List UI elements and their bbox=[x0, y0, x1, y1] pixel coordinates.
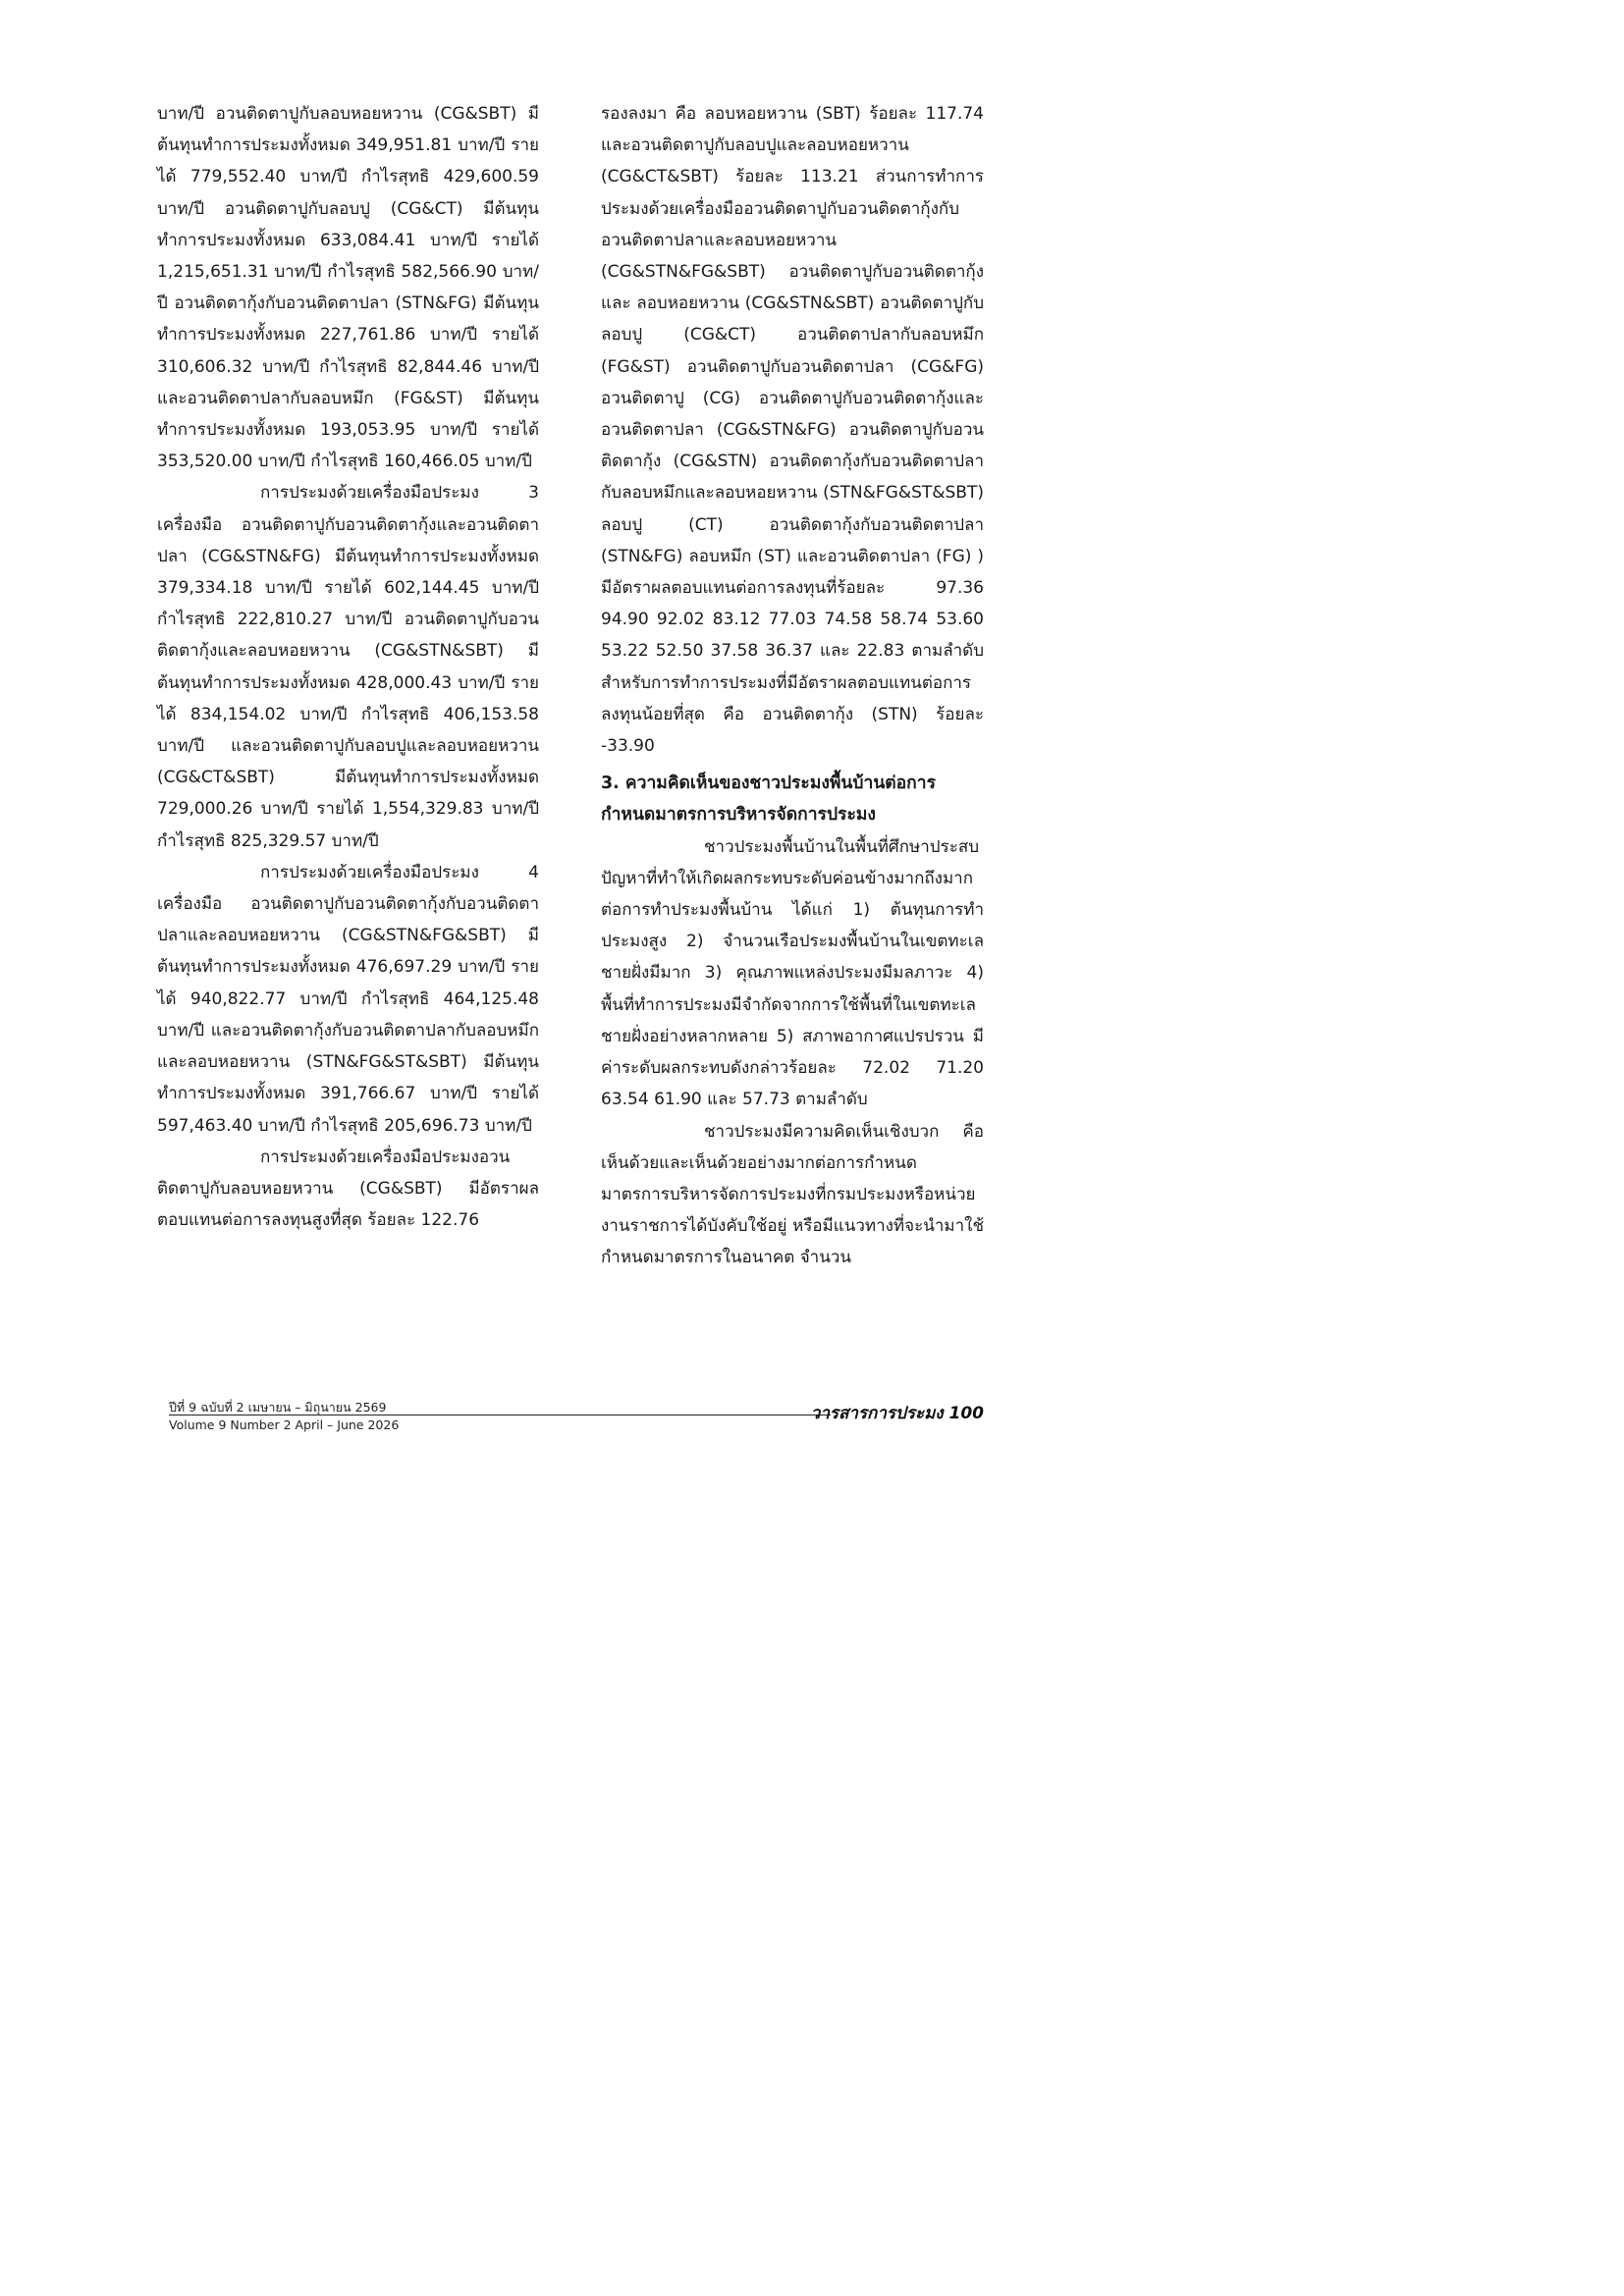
body-paragraph: การประมงด้วยเครื่องมือประมง 3 เครื่องมือ อวนติดตาปูกับอวนติดตากุ้งและอวนติดตาปลา (CG&STN&FG) มีต้นทุนทำการประมงทั้งหมด 379,334.18 บาท/ปี รายได้ 602,144.45 บาท/ปี กำไรสุทธิ 222,810.27 บาท/ปี อวนติดตาปูกับอวนติดตากุ้งและลอบหอยหวาน (CG&STN&SBT) มีต้นทุนทำการประมงทั้งหมด 428,000.43 บาท/ปี รายได้ 834,154.02 บาท/ปี กำไรสุทธิ 406,153.58 บาท/ปี และอวนติดตาปูกับลอบปูและลอบหอยหวาน (CG&CT&SBT) มีต้นทุนทำการประมงทั้งหมด 729,000.26 บาท/ปี รายได้ 1,554,329.83 บาท/ปี กำไรสุทธิ 825,329.57 บาท/ปี bbox=[157, 483, 539, 851]
issue-thai: ปีที่ 9 ฉบับที่ 2 เมษายน – มิถุนายน 2569 bbox=[169, 1400, 387, 1415]
issue-info bbox=[169, 1399, 399, 1434]
issue-english: Volume 9 Number 2 April – June 2026 bbox=[169, 1417, 400, 1432]
body-paragraph: การประมงด้วยเครื่องมือประมง 4 เครื่องมือ อวนติดตาปูกับอวนติดตากุ้งกับอวนติดตาปลาและลอบหอยหวาน (CG&STN&FG&SBT) มีต้นทุนทำการประมงทั้งหมด 476,697.29 บาท/ปี รายได้ 940,822.77 บาท/ปี กำไรสุทธิ 464,125.48 บาท/ปี และอวนติดตากุ้งกับอวนติดตาปลากับลอบหมึกและลอบหอยหวาน (STN&FG&ST&SBT) มีต้นทุนทำการประมงทั้งหมด 391,766.67 บาท/ปี รายได้ 597,463.40 บาท/ปี กำไรสุทธิ 205,696.73 บาท/ปี bbox=[157, 862, 539, 1136]
body-paragraph: การประมงด้วยเครื่องมือประมงอวนติดตาปูกับลอบหอยหวาน (CG&SBT) มีอัตราผลตอบแทนต่อการลงทุนสูงที่สุด ร้อยละ 122.76 bbox=[157, 1147, 539, 1231]
right-column bbox=[601, 98, 984, 1274]
left-column bbox=[157, 98, 539, 1236]
body-paragraph: ชาวประมงพื้นบ้านในพื้นที่ศึกษาประสบปัญหาที่ทำให้เกิดผลกระทบระดับค่อนข้างมากถึงมากต่อการทำประมงพื้นบ้าน ได้แก่ 1) ต้นทุนการทำประมงสูง 2) จำนวนเรือประมงพื้นบ้านในเขตทะเลชายฝั่งมีมาก 3) คุณภาพแหล่งประมงมีมลภาวะ 4) พื้นที่ทำการประมงมีจำกัดจากการใช้พื้นที่ในเขตทะเลชายฝั่งอย่างหลากหลาย 5) สภาพอากาศแปรปรวน มีค่าระดับผลกระทบดังกล่าวร้อยละ 72.02 71.20 63.54 61.90 และ 57.73 ตามลำดับ bbox=[601, 836, 984, 1110]
body-paragraph: ชาวประมงมีความคิดเห็นเชิงบวก คือ เห็นด้วยและเห็นด้วยอย่างมากต่อการกำหนดมาตรการบริหารจัดการประมงที่กรมประมงหรือหน่วยงานราชการได้บังคับใช้อยู่ หรือมีแนวทางที่จะนำมาใช้กำหนดมาตรการในอนาคต จำนวน bbox=[601, 1121, 984, 1268]
journal-page-number: วารสารการประมง 100 bbox=[810, 1404, 984, 1423]
body-paragraph: รองลงมา คือ ลอบหอยหวาน (SBT) ร้อยละ 117.74 และอวนติดตาปูกับลอบปูและลอบหอยหวาน (CG&CT&SBT) ร้อยละ 113.21 ส่วนการทำการประมงด้วยเครื่องมืออวนติดตาปูกับอวนติดตากุ้งกับอวนติดตาปลาและลอบหอยหวาน (CG&STN&FG&SBT) อวนติดตาปูกับอวนติดตากุ้งและ ลอบหอยหวาน (CG&STN&SBT) อวนติดตาปูกับลอบปู (CG&CT) อวนติดตาปลากับลอบหมึก (FG&ST) อวนติดตาปูกับอวนติดตาปลา (CG&FG) อวนติดตาปู (CG) อวนติดตาปูกับอวนติดตากุ้งและอวนติดตาปลา (CG&STN&FG) อวนติดตาปูกับอวนติดตากุ้ง (CG&STN) อวนติดตากุ้งกับอวนติดตาปลากับลอบหมึกและลอบหอยหวาน (STN&FG&ST&SBT) ลอบปู (CT) อวนติดตากุ้งกับอวนติดตาปลา (STN&FG) ลอบหมึก (ST) และอวนติดตาปลา (FG) ) มีอัตราผลตอบแทนต่อการลงทุนที่ร้อยละ 97.36 94.90 92.02 83.12 77.03 74.58 58.74 53.60 53.22 52.50 37.58 36.37 และ 22.83 ตามลำดับ สำหรับการทำการประมงที่มีอัตราผลตอบแทนต่อการลงทุนน้อยที่สุด คือ อวนติดตากุ้ง (STN) ร้อยละ -33.90 bbox=[601, 104, 984, 757]
body-paragraph: บาท/ปี อวนติดตาปูกับลอบหอยหวาน (CG&SBT) มีต้นทุนทำการประมงทั้งหมด 349,951.81 บาท/ปี รายได้ 779,552.40 บาท/ปี กำไรสุทธิ 429,600.59 บาท/ปี อวนติดตาปูกับลอบปู (CG&CT) มีต้นทุนทำการประมงทั้งหมด 633,084.41 บาท/ปี รายได้ 1,215,651.31 บาท/ปี กำไรสุทธิ 582,566.90 บาท/ปี อวนติดตากุ้งกับอวนติดตาปลา (STN&FG) มีต้นทุนทำการประมงทั้งหมด 227,761.86 บาท/ปี รายได้ 310,606.32 บาท/ปี กำไรสุทธิ 82,844.46 บาท/ปี และอวนติดตาปลากับลอบหมึก (FG&ST) มีต้นทุนทำการประมงทั้งหมด 193,053.95 บาท/ปี รายได้ 353,520.00 บาท/ปี กำไรสุทธิ 160,466.05 บาท/ปี bbox=[157, 104, 539, 472]
section-heading: 3. ความคิดเห็นของชาวประมงพื้นบ้านต่อการกำหนดมาตรการบริหารจัดการประมง bbox=[601, 774, 936, 826]
